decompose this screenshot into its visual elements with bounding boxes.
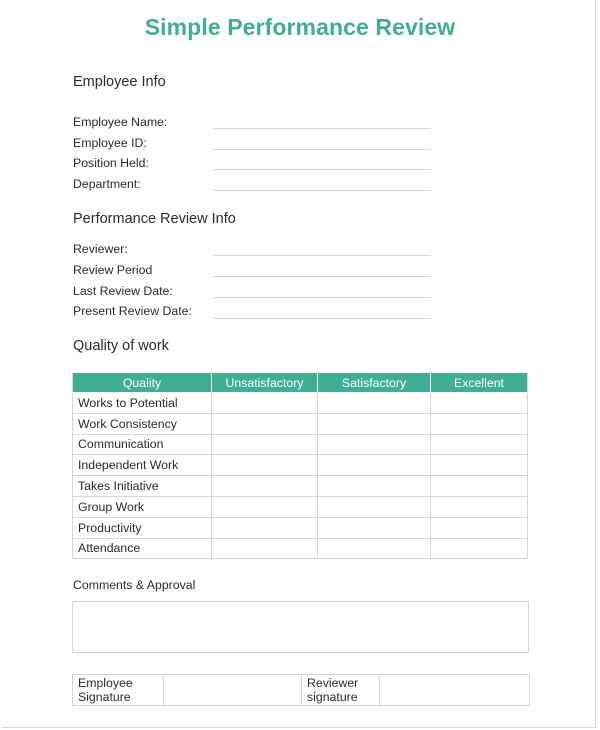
- signature-table: [72, 674, 530, 706]
- employee-signature-field[interactable]: [164, 675, 302, 706]
- page-title: Simple Performance Review: [144, 14, 456, 40]
- row-label: Attendance: [73, 538, 212, 559]
- row-label: Takes Initiative: [73, 476, 212, 497]
- review-info-heading: Performance Review Info: [73, 211, 236, 227]
- employee-signature-label-line2: Signature: [78, 690, 131, 704]
- rating-cell-unsatisfactory[interactable]: [212, 538, 318, 559]
- employee-id-label: Employee ID:: [73, 136, 147, 150]
- rating-cell-satisfactory[interactable]: [318, 393, 431, 414]
- rating-cell-satisfactory[interactable]: [318, 538, 431, 559]
- row-label: Works to Potential: [73, 393, 212, 414]
- table-row: [73, 455, 528, 476]
- reviewer-signature-field[interactable]: [380, 675, 530, 706]
- table-row: [73, 476, 528, 497]
- table-row: [73, 413, 528, 434]
- rating-cell-excellent[interactable]: [431, 434, 528, 455]
- rating-cell-satisfactory[interactable]: [318, 413, 431, 434]
- present-review-date-label: Present Review Date:: [73, 304, 192, 318]
- review-period-label: Review Period: [73, 263, 153, 277]
- rating-cell-unsatisfactory[interactable]: [212, 413, 318, 434]
- row-label: Group Work: [73, 496, 212, 517]
- last-review-date-label: Last Review Date:: [73, 284, 173, 298]
- comments-heading: Comments & Approval: [73, 578, 196, 592]
- rating-cell-excellent[interactable]: [431, 538, 528, 559]
- row-label: Productivity: [73, 517, 212, 538]
- rating-cell-satisfactory[interactable]: [318, 455, 431, 476]
- reviewer-signature-label-line2: signature: [307, 690, 358, 704]
- column-header-unsatisfactory: Unsatisfactory: [212, 373, 318, 393]
- review-period-field[interactable]: [213, 276, 431, 277]
- column-header-quality: Quality: [73, 373, 212, 393]
- employee-info-heading: Employee Info: [73, 74, 166, 90]
- quality-of-work-heading: Quality of work: [73, 338, 169, 354]
- reviewer-field[interactable]: [213, 255, 431, 256]
- rating-cell-satisfactory[interactable]: [318, 434, 431, 455]
- rating-cell-excellent[interactable]: [431, 476, 528, 497]
- column-header-satisfactory: Satisfactory: [318, 373, 431, 393]
- employee-signature-label: [73, 675, 164, 706]
- table-row: [73, 517, 528, 538]
- table-row: [73, 434, 528, 455]
- table-row: [73, 393, 528, 414]
- table-row: [73, 496, 528, 517]
- present-review-date-field[interactable]: [213, 318, 431, 319]
- department-field[interactable]: [213, 190, 431, 191]
- column-header-excellent: Excellent: [431, 373, 528, 393]
- table-row: [73, 538, 528, 559]
- rating-cell-excellent[interactable]: [431, 413, 528, 434]
- position-held-label: Position Held:: [73, 156, 149, 170]
- rating-cell-excellent[interactable]: [431, 455, 528, 476]
- employee-name-field[interactable]: [213, 128, 431, 129]
- quality-table-header: [73, 373, 528, 393]
- rating-cell-unsatisfactory[interactable]: [212, 455, 318, 476]
- rating-cell-unsatisfactory[interactable]: [212, 517, 318, 538]
- rating-cell-satisfactory[interactable]: [318, 496, 431, 517]
- row-label: Independent Work: [73, 455, 212, 476]
- last-review-date-field[interactable]: [213, 297, 431, 298]
- comments-input[interactable]: [72, 601, 529, 653]
- department-label: Department:: [73, 177, 141, 191]
- rating-cell-unsatisfactory[interactable]: [212, 496, 318, 517]
- reviewer-signature-label: [302, 675, 380, 706]
- employee-signature-label-line1: Employee: [78, 676, 133, 690]
- position-held-field[interactable]: [213, 169, 431, 170]
- rating-cell-excellent[interactable]: [431, 517, 528, 538]
- rating-cell-unsatisfactory[interactable]: [212, 476, 318, 497]
- rating-cell-excellent[interactable]: [431, 496, 528, 517]
- rating-cell-unsatisfactory[interactable]: [212, 434, 318, 455]
- rating-cell-satisfactory[interactable]: [318, 517, 431, 538]
- reviewer-label: Reviewer:: [73, 242, 128, 256]
- signature-row: [73, 675, 530, 706]
- quality-table: [72, 373, 528, 559]
- rating-cell-unsatisfactory[interactable]: [212, 393, 318, 414]
- rating-cell-excellent[interactable]: [431, 393, 528, 414]
- row-label: Communication: [73, 434, 212, 455]
- reviewer-signature-label-line1: Reviewer: [307, 676, 359, 690]
- employee-name-label: Employee Name:: [73, 115, 168, 129]
- rating-cell-satisfactory[interactable]: [318, 476, 431, 497]
- row-label: Work Consistency: [73, 413, 212, 434]
- employee-id-field[interactable]: [213, 149, 431, 150]
